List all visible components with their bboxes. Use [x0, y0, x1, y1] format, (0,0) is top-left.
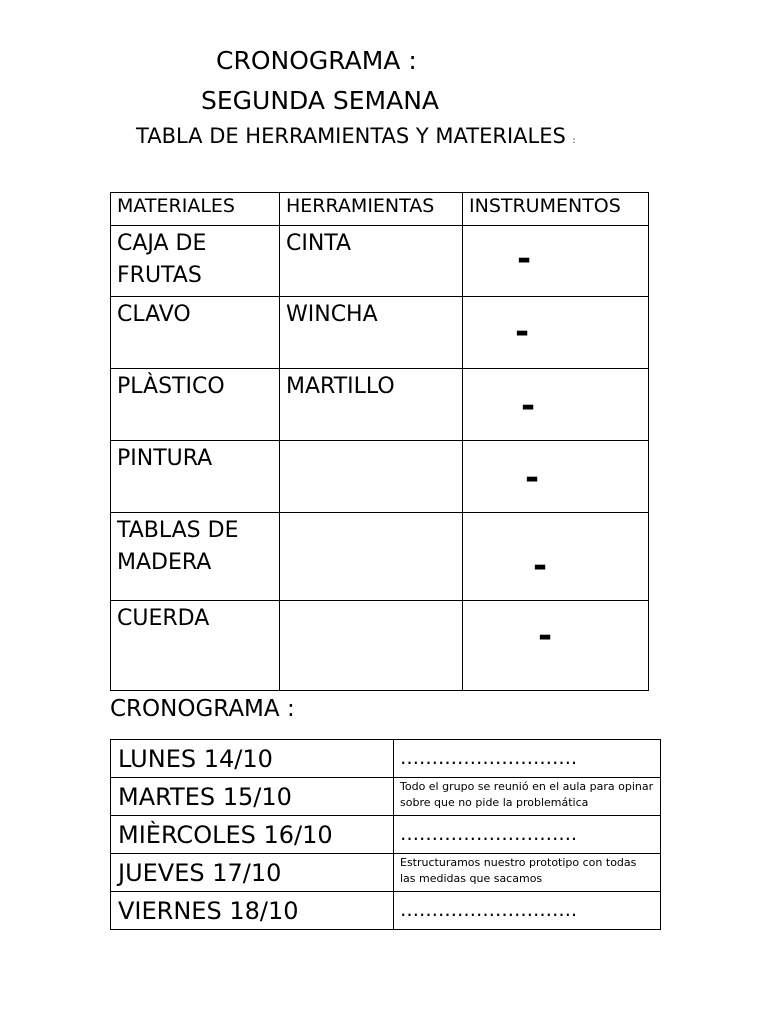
cell-herramientas: [280, 441, 463, 513]
table-row: [111, 226, 649, 297]
schedule-table: [110, 739, 661, 930]
cell-instrumentos: [463, 441, 649, 513]
materials-table: [110, 192, 649, 691]
dash-mark: -: [517, 239, 532, 279]
dash-mark: -: [521, 386, 536, 426]
materials-header-row: [111, 193, 649, 226]
schedule-day: VIERNES 18/10: [111, 892, 394, 930]
schedule-note-text: Estructuramos nuestro prototipo con todas las medidas que sacamos: [400, 856, 637, 885]
cell-instrumentos: [463, 297, 649, 369]
table-row: [111, 854, 661, 892]
table-row: [111, 369, 649, 441]
schedule-note: [394, 778, 661, 816]
table-caption-colon: :: [572, 136, 576, 146]
cell-herramientas: MARTILLO: [280, 369, 463, 441]
table-row: [111, 441, 649, 513]
schedule-note: [394, 892, 661, 930]
cell-instrumentos: [463, 513, 649, 601]
schedule-day: JUEVES 17/10: [111, 854, 394, 892]
table-caption-text: TABLA DE HERRAMIENTAS Y MATERIALES: [136, 124, 566, 148]
table-row: [111, 297, 649, 369]
page-title: CRONOGRAMA :: [216, 46, 417, 75]
table-row: [111, 513, 649, 601]
dash-mark: -: [515, 312, 530, 352]
table-row: [111, 816, 661, 854]
schedule-day: MIÈRCOLES 16/10: [111, 816, 394, 854]
cell-herramientas: [280, 513, 463, 601]
cell-materiales: PINTURA: [111, 441, 280, 513]
page-subtitle-week: SEGUNDA SEMANA: [201, 86, 440, 115]
table-caption: [136, 124, 576, 148]
cell-instrumentos: [463, 369, 649, 441]
schedule-note-text: Todo el grupo se reunió en el aula para opinar sobre que no pide la problemática: [400, 780, 654, 809]
dash-mark: -: [538, 616, 553, 656]
schedule-title: CRONOGRAMA :: [110, 696, 295, 722]
table-row: [111, 740, 661, 778]
column-header-herramientas: HERRAMIENTAS: [280, 193, 463, 226]
cell-instrumentos: [463, 226, 649, 297]
schedule-note: [394, 740, 661, 778]
cell-materiales: CAJA DE FRUTAS: [111, 226, 280, 297]
column-header-materiales: MATERIALES: [111, 193, 280, 226]
dash-mark: -: [525, 458, 540, 498]
table-row: [111, 892, 661, 930]
cell-materiales: CLAVO: [111, 297, 280, 369]
schedule-note: [394, 854, 661, 892]
table-row: [111, 601, 649, 691]
schedule-day: LUNES 14/10: [111, 740, 394, 778]
table-row: [111, 778, 661, 816]
cell-herramientas: CINTA: [280, 226, 463, 297]
cell-herramientas: WINCHA: [280, 297, 463, 369]
dotted-placeholder: ……………………….: [400, 747, 578, 769]
cell-materiales: TABLAS DE MADERA: [111, 513, 280, 601]
cell-materiales: PLÀSTICO: [111, 369, 280, 441]
dotted-placeholder: ……………………….: [400, 899, 578, 921]
cell-herramientas: [280, 601, 463, 691]
dotted-placeholder: ……………………….: [400, 823, 578, 845]
schedule-note: [394, 816, 661, 854]
schedule-day: MARTES 15/10: [111, 778, 394, 816]
cell-instrumentos: [463, 601, 649, 691]
cell-materiales: CUERDA: [111, 601, 280, 691]
column-header-instrumentos: INSTRUMENTOS: [463, 193, 649, 226]
dash-mark: -: [533, 546, 548, 586]
